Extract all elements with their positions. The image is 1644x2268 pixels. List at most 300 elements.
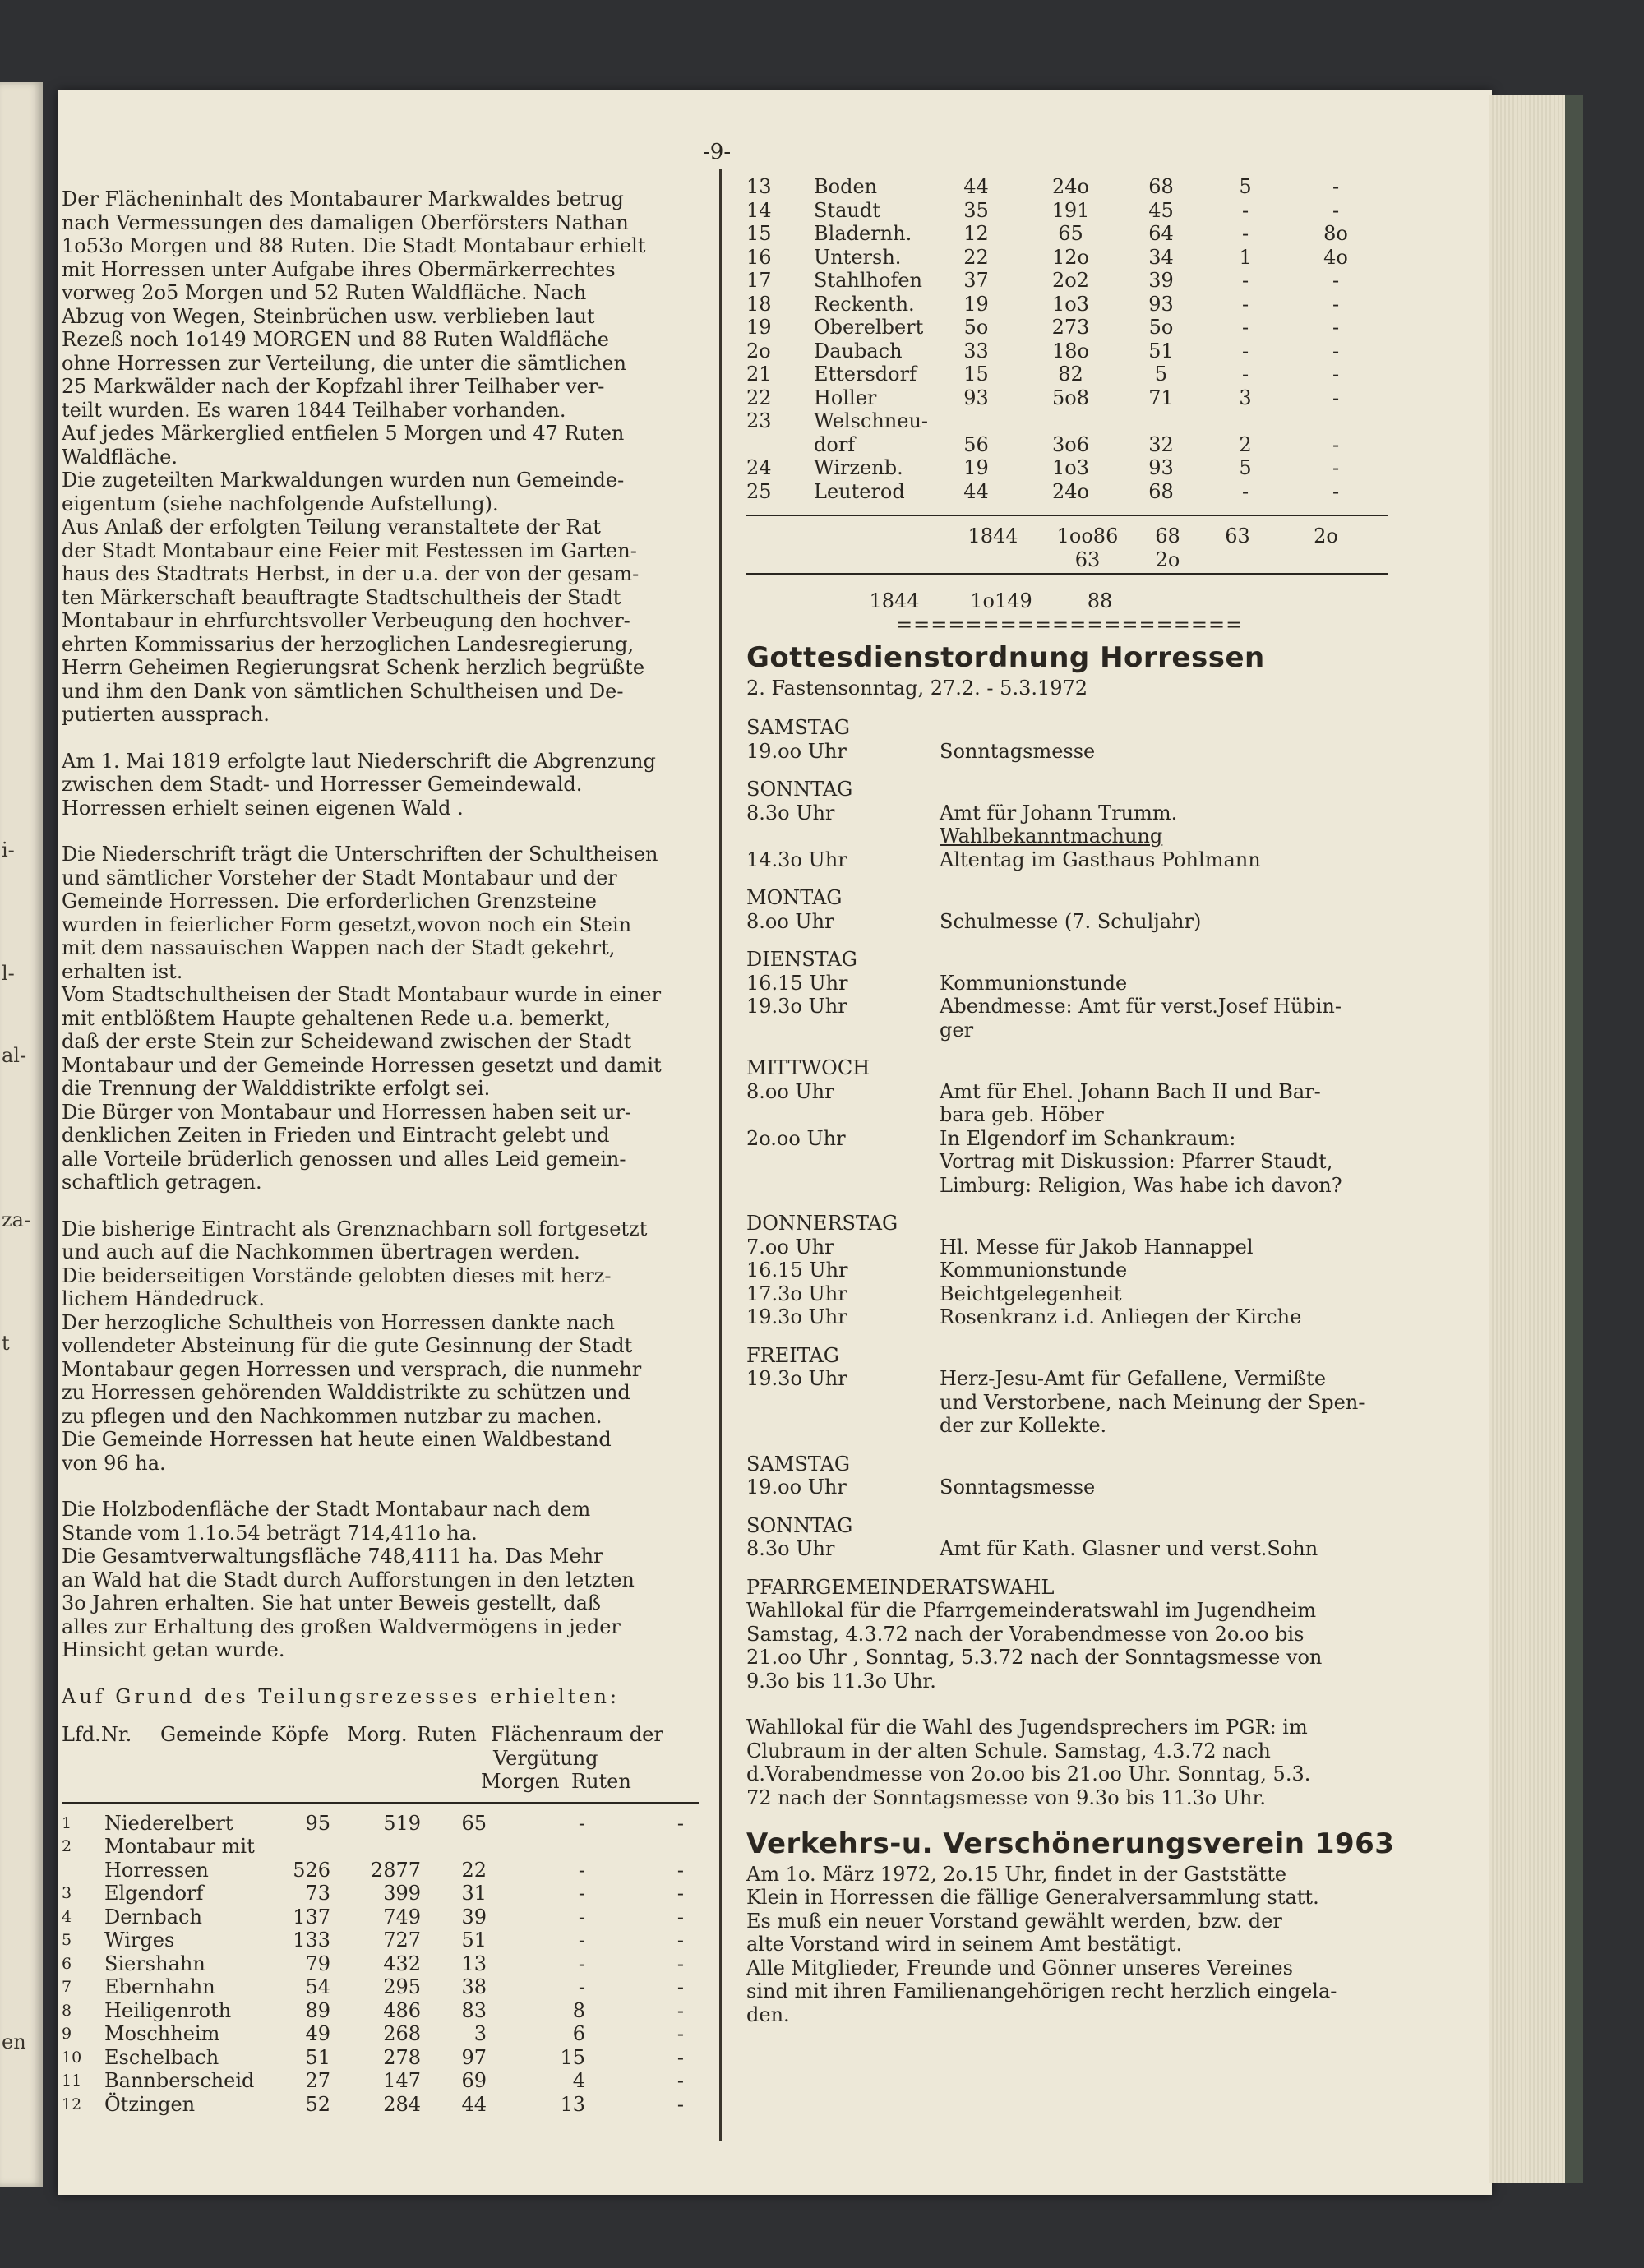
table-cell-v2	[1286, 409, 1385, 433]
table-cell-m: 65	[1058, 222, 1083, 245]
table-cell-r: 45	[1148, 198, 1174, 222]
text-line: schaftlich getragen.	[62, 1171, 262, 1194]
table-cell-k: 44	[963, 479, 989, 503]
table-cell-name: Untersh.	[814, 245, 902, 269]
text-line: Montabaur gegen Horressen und versprach, die nunmehr	[62, 1357, 642, 1381]
service-entry	[746, 1476, 1404, 1499]
text-line: lichem Händedruck.	[62, 1287, 266, 1310]
service-entry	[746, 1103, 1404, 1127]
table-cell-v2: -	[1332, 175, 1340, 198]
table-cell-r: 5o	[1148, 316, 1174, 339]
day-name: DIENSTAG	[746, 948, 857, 971]
text-line: Auf jedes Märkerglied entfielen 5 Morgen und 47 Ruten	[62, 422, 625, 445]
text-line: mit Horressen unter Aufgabe ihres Obermärkerrechtes	[62, 257, 616, 281]
text-line: nach Vermessungen des damaligen Oberförsters Nathan	[62, 210, 629, 234]
table-cell-name: Boden	[814, 175, 878, 198]
entry-time	[746, 1414, 940, 1438]
edge-fragment: l-	[2, 962, 15, 985]
sum-rule-top	[746, 515, 1388, 516]
table-row	[746, 386, 1404, 410]
table-rule	[62, 1802, 699, 1804]
right-column	[746, 175, 1404, 2026]
table-cell-r: 64	[1148, 222, 1174, 245]
table-cell-v1: 2	[1239, 432, 1252, 456]
table-cell-v1: -	[1241, 222, 1249, 245]
table-cell-k: 19	[963, 456, 989, 479]
table-cell-name: Holler	[814, 386, 877, 409]
table-row	[62, 2093, 711, 2117]
table-cell-v2: -	[1332, 479, 1340, 503]
text-line: Rezeß noch 1o149 MORGEN und 88 Ruten Waldfläche	[62, 328, 609, 351]
table-cell-r: 5	[1154, 363, 1168, 386]
sum-row-2	[746, 548, 1404, 572]
table-cell-v2: 8o	[1323, 222, 1348, 245]
text-line: Die Niederschrift trägt die Unterschriften der Schultheisen	[62, 843, 658, 866]
table-cell-r: 38	[461, 1975, 487, 1998]
jugend-line: Wahllokal für die Wahl des Jugendsprechers im PGR: im	[746, 1716, 1308, 1739]
entry-time: 19.3o Uhr	[746, 1305, 847, 1328]
header-morg: Morg.	[347, 1723, 408, 1746]
table-cell-k: 51	[305, 2045, 330, 2069]
entry-description: ger	[940, 1018, 974, 1042]
text-line: Waldfläche.	[62, 445, 178, 469]
table-cell-r	[1118, 409, 1204, 433]
table-cell-m: 2o2	[1052, 269, 1089, 292]
left-column	[62, 187, 711, 2116]
header-ruten: Ruten	[417, 1723, 477, 1746]
table-cell-k: 37	[963, 269, 989, 292]
day-name: DONNERSTAG	[746, 1212, 898, 1235]
table-row	[62, 1859, 711, 1882]
day-name: MITTWOCH	[746, 1056, 870, 1079]
table-cell-nr: 2	[62, 1837, 72, 1855]
entry-description: Sonntagsmesse	[940, 739, 1096, 763]
service-entry	[746, 1282, 1404, 1306]
table-cell-m: 273	[1051, 316, 1090, 339]
verein-text	[746, 1863, 1404, 2027]
text-line: wurden in feierlicher Form gesetzt,wovon noch ein Stein	[62, 912, 632, 936]
table-cell-v1: 15	[560, 2045, 585, 2069]
text-line: Die Gesamtverwaltungsfläche 748,4111 ha. Das Mehr	[62, 1545, 603, 1568]
text-line: 1o53o Morgen und 88 Ruten. Die Stadt Montabaur erhielt	[62, 234, 646, 257]
text-line: Gemeinde Horressen. Die erforderlichen Grenzsteine	[62, 889, 597, 912]
verein-line: Klein in Horressen die fällige Generalversammlung statt.	[746, 1886, 1319, 1909]
table-cell-nr	[62, 1859, 104, 1882]
table-cell-v1: -	[578, 1811, 585, 1835]
table-cell-v1: -	[1241, 339, 1249, 363]
service-entry	[746, 1174, 1404, 1198]
teilung-table-right	[746, 175, 1404, 503]
table-cell-m: 12o	[1052, 245, 1089, 269]
paragraph	[62, 1498, 711, 1662]
entry-description: Kommunionstunde	[940, 971, 1128, 995]
service-entry	[746, 1019, 1404, 1042]
edge-fragment: za-	[2, 1208, 31, 1231]
service-entry	[746, 910, 1404, 934]
table-cell-r: 39	[461, 1905, 487, 1928]
table-cell-v2: -	[1332, 292, 1340, 316]
sum-koepfe: 1844	[967, 524, 1018, 547]
page-number: -9-	[703, 140, 732, 164]
table-cell-m: 432	[383, 1952, 421, 1975]
table-row	[746, 480, 1404, 504]
table-row	[746, 316, 1404, 340]
table-cell-k: 73	[305, 1882, 330, 1905]
text-line: der Stadt Montabaur eine Feier mit Festessen im Garten-	[62, 538, 637, 562]
text-line: 3o Jahren erhalten. Sie hat unter Beweis gestellt, daß	[62, 1591, 601, 1614]
text-line: Am 1. Mai 1819 erfolgte laut Niederschrift die Abgrenzung	[62, 749, 656, 773]
table-cell-k: 52	[305, 2092, 330, 2116]
text-line: Die Bürger von Montabaur und Horressen haben seit ur-	[62, 1100, 632, 1124]
table-cell-m: 24o	[1052, 479, 1089, 503]
table-cell-r: 32	[1148, 432, 1174, 456]
table-cell-nr: 13	[746, 175, 772, 198]
table-cell-v2: -	[1332, 269, 1340, 292]
header-ruten2: Ruten	[571, 1770, 631, 1793]
table-cell-name: Montabaur mit	[104, 1835, 255, 1858]
table-cell-name: Eschelbach	[104, 2045, 219, 2069]
entry-description: Amt für Johann Trumm.	[940, 801, 1178, 825]
text-line: Horressen erhielt seinen eigenen Wald .	[62, 796, 464, 820]
entry-time	[746, 1391, 940, 1415]
service-schedule	[746, 716, 1404, 1561]
verein-title: Verkehrs-u. Verschönerungsverein 1963	[746, 1827, 1395, 1860]
verein-line: sind mit ihren Familienangehörigen recht herzlich eingela-	[746, 1979, 1337, 2002]
jugend-line: d.Vorabendmesse von 2o.oo bis 21.oo Uhr. Sonntag, 5.3.	[746, 1762, 1311, 1785]
table-cell-r: 13	[461, 1952, 487, 1975]
table-cell-v1: -	[578, 1975, 585, 1998]
text-line: Der Flächeninhalt des Montabaurer Markwaldes betrug	[62, 187, 624, 210]
table-cell-r: 83	[461, 1998, 487, 2022]
table-cell-v1: 6	[572, 2022, 585, 2045]
service-entry	[746, 1391, 1404, 1415]
table-row	[746, 246, 1404, 270]
entry-time: 16.15 Uhr	[746, 1259, 848, 1282]
sum-rule-bottom	[746, 573, 1388, 575]
table-cell-v2: -	[1332, 316, 1340, 339]
service-entry	[746, 1127, 1404, 1151]
pgr-line: Samstag, 4.3.72 nach der Vorabendmesse von 2o.oo bis	[746, 1622, 1305, 1646]
text-line: daß der erste Stein zur Scheidewand zwischen der Stadt	[62, 1030, 632, 1053]
verein-line: Es muß ein neuer Vorstand gewählt werden, bzw. der	[746, 1909, 1282, 1933]
table-row	[62, 1882, 711, 1905]
book-spine	[1565, 95, 1583, 2183]
table-cell-m: 2877	[370, 1858, 421, 1882]
table-cell-r: 93	[1148, 292, 1174, 316]
table-cell-k: 35	[963, 198, 989, 222]
table-cell-name: Horressen	[104, 1858, 209, 1882]
table-cell-name: Moschheim	[104, 2022, 220, 2045]
service-entry	[746, 825, 1404, 848]
table-cell-v1: -	[1241, 292, 1249, 316]
jugend-line: 72 nach der Sonntagsmesse von 9.3o bis 11.3o Uhr.	[746, 1785, 1266, 1809]
entry-time: 19.3o Uhr	[746, 1367, 847, 1390]
table-cell-name: Wirzenb.	[814, 456, 903, 479]
text-line: mit entblößtem Haupte gehaltenen Rede u.a. bemerkt,	[62, 1006, 611, 1030]
table-cell-nr: 18	[746, 292, 772, 316]
table-cell-r: 31	[461, 1882, 487, 1905]
text-line: und ihm den Dank von sämtlichen Schultheisen und De-	[62, 679, 624, 703]
text-line: alles zur Erhaltung des großen Waldvermögens in jeder	[62, 1614, 621, 1638]
text-line: ohne Horressen zur Verteilung, die unter die sämtlichen	[62, 351, 626, 375]
table-cell-k: 19	[963, 292, 989, 316]
table-cell-v2: -	[677, 2045, 684, 2069]
table-cell-r: 71	[1148, 386, 1174, 409]
text-line: teilt wurden. Es waren 1844 Teilhaber vorhanden.	[62, 398, 566, 422]
table-cell-k	[929, 409, 1023, 433]
entry-description: In Elgendorf im Schankraum:	[940, 1126, 1236, 1150]
table-cell-nr: 1	[62, 1813, 72, 1832]
edge-fragment: i-	[2, 838, 15, 861]
entry-description: Hl. Messe für Jakob Hannappel	[940, 1235, 1254, 1259]
table-cell-k: 93	[963, 386, 989, 409]
header-sub	[62, 1770, 711, 1794]
entry-description: Abendmesse: Amt für verst.Josef Hübin-	[940, 995, 1342, 1018]
text-line: Die zugeteilten Markwaldungen wurden nun Gemeinde-	[62, 469, 625, 492]
double-underline: ====================	[896, 612, 1244, 636]
entry-description: bara geb. Höber	[940, 1103, 1104, 1126]
entry-time: 19.oo Uhr	[746, 739, 847, 763]
verein-line: Alle Mitglieder, Freunde und Gönner unseres Vereines	[746, 1956, 1293, 1979]
table-cell-nr: 3	[62, 1884, 72, 1902]
entry-description: Amt für Kath. Glasner und verst.Sohn	[940, 1537, 1318, 1560]
header-verguetung: Vergütung	[493, 1746, 598, 1770]
entry-description: der zur Kollekte.	[940, 1414, 1107, 1437]
table-cell-v2: 4o	[1323, 245, 1348, 269]
table-cell-v1: -	[578, 1858, 585, 1882]
table-cell-v1: 5	[1239, 175, 1252, 198]
final-ruten: 88	[1087, 589, 1113, 612]
entry-time: 8.oo Uhr	[746, 1079, 834, 1103]
header-morgen: Morgen	[481, 1770, 560, 1793]
table-row	[746, 409, 1404, 433]
entry-time: 8.oo Uhr	[746, 909, 834, 933]
table-row	[62, 2069, 711, 2093]
day-name: MONTAG	[746, 886, 843, 909]
table-cell-m: 295	[383, 1975, 421, 1998]
table-cell-nr: 9	[62, 2025, 72, 2043]
service-entry	[746, 1305, 1404, 1329]
table-cell-v1: -	[1241, 316, 1249, 339]
text-line: und auch auf die Nachkommen übertragen werden.	[62, 1240, 580, 1263]
table-cell-v2: -	[677, 1811, 684, 1835]
entry-time	[746, 1019, 940, 1042]
table-cell-k: 44	[963, 175, 989, 198]
entry-description: Limburg: Religion, Was habe ich davon?	[940, 1173, 1342, 1197]
header-koepfe: Köpfe	[271, 1723, 330, 1746]
table-cell-name: Bladernh.	[814, 222, 912, 245]
entry-time: 16.15 Uhr	[746, 971, 848, 995]
table-cell-nr: 4	[62, 1907, 72, 1926]
entry-description: Altentag im Gasthaus Pohlmann	[940, 848, 1261, 871]
table-cell-v2: -	[1332, 363, 1340, 386]
sum-v-morgen: 63	[1225, 524, 1250, 547]
text-line: alle Vorteile brüderlich genossen und alles Leid gemein-	[62, 1147, 626, 1171]
final-sum-row	[746, 589, 1404, 613]
text-line: 25 Markwälder nach der Kopfzahl ihrer Teilhaber ver-	[62, 375, 605, 398]
final-morgen: 1o149	[970, 589, 1032, 612]
service-day	[746, 948, 1404, 1042]
table-cell-nr: 15	[746, 222, 772, 245]
table-cell-v2: -	[1332, 198, 1340, 222]
day-name: SONNTAG	[746, 778, 853, 801]
entry-time: 2o.oo Uhr	[746, 1126, 846, 1150]
table-cell-nr: 5	[62, 1931, 72, 1949]
table-cell-k: 54	[305, 1975, 330, 1998]
entry-time	[746, 825, 940, 848]
table-cell-r: 65	[461, 1811, 487, 1835]
text-line: Die beiderseitigen Vorstände gelobten dieses mit herz-	[62, 1263, 612, 1287]
table-cell-k: 27	[305, 2069, 330, 2092]
table-row	[62, 1975, 711, 1999]
entry-description: und Verstorbene, nach Meinung der Spen-	[940, 1390, 1365, 1414]
service-day	[746, 1056, 1404, 1197]
table-cell-name: Dernbach	[104, 1905, 202, 1928]
sum-morgen: 1oo86	[1056, 524, 1119, 547]
day-name: SAMSTAG	[746, 716, 850, 739]
table-cell-nr: 12	[62, 2095, 82, 2113]
text-line: zwischen dem Stadt- und Horresser Gemeindewald.	[62, 773, 583, 796]
table-cell-v1: -	[578, 1905, 585, 1928]
text-line: zu pflegen und den Nachkommen nutzbar zu machen.	[62, 1404, 603, 1428]
table-row	[746, 222, 1404, 246]
book-page-stack	[1489, 95, 1571, 2183]
service-entry	[746, 1537, 1404, 1561]
table-header	[62, 1723, 711, 1747]
table-row	[62, 2022, 711, 2046]
text-line: ehrten Kommissarius der herzoglichen Landesregierung,	[62, 632, 635, 656]
table-cell-m: 82	[1058, 363, 1083, 386]
text-line: ten Märkerschaft beauftragte Stadtschultheis der Stadt	[62, 585, 621, 609]
text-line: Hinsicht getan wurde.	[62, 1638, 285, 1661]
table-cell-v1: 1	[1239, 245, 1252, 269]
table-cell-v2: -	[677, 2069, 684, 2092]
service-entry	[746, 972, 1404, 995]
table-cell-r	[421, 1835, 487, 1859]
table-cell-r: 68	[1148, 175, 1174, 198]
table-cell-v1: -	[1241, 269, 1249, 292]
text-line: putierten aussprach.	[62, 703, 270, 726]
table-row	[746, 456, 1404, 480]
text-line: und sämtlicher Vorsteher der Stadt Montabaur und der	[62, 866, 617, 889]
verein-line: alte Vorstand wird in seinem Amt bestätigt.	[746, 1933, 1183, 1956]
table-cell-name: Ötzingen	[104, 2092, 196, 2116]
service-day	[746, 1514, 1404, 1561]
text-line: vollendeter Absteinung für die gute Gesinnung der Stadt	[62, 1334, 633, 1357]
pgr-line: 21.oo Uhr , Sonntag, 5.3.72 nach der Sonntagsmesse von	[746, 1646, 1323, 1669]
table-cell-v2: -	[677, 1952, 684, 1975]
day-name: SAMSTAG	[746, 1452, 850, 1476]
table-cell-nr: 16	[746, 245, 772, 269]
table-cell-r: 39	[1148, 269, 1174, 292]
table-cell-v1: 3	[1239, 386, 1252, 409]
service-entry	[746, 1080, 1404, 1104]
paragraph	[62, 843, 711, 1194]
facing-page-edge	[0, 82, 43, 2187]
service-entry	[746, 801, 1404, 825]
text-line: Der herzogliche Schultheis von Horressen dankte nach	[62, 1310, 615, 1334]
table-cell-name: Niederelbert	[104, 1811, 233, 1835]
table-intro: Auf Grund des Teilungsrezesses erhielten:	[62, 1684, 621, 1708]
table-cell-name: Oberelbert	[814, 316, 924, 339]
table-cell-name: Bannberscheid	[104, 2069, 255, 2092]
table-cell-k: 49	[305, 2022, 330, 2045]
table-cell-name: Heiligenroth	[104, 1998, 232, 2022]
entry-time	[746, 1150, 940, 1174]
table-cell-nr: 23	[746, 409, 772, 432]
text-line: Stande vom 1.1o.54 beträgt 714,411o ha.	[62, 1521, 478, 1545]
final-koepfe: 1844	[869, 589, 920, 612]
table-cell-nr: 2o	[746, 339, 771, 363]
service-entry	[746, 1236, 1404, 1259]
table-cell-v2: -	[1332, 456, 1340, 479]
table-cell-m: 1o3	[1052, 456, 1089, 479]
table-cell-k: 95	[305, 1811, 330, 1835]
table-cell-v1	[487, 1835, 585, 1859]
service-day	[746, 1212, 1404, 1329]
table-cell-r: 44	[461, 2092, 487, 2116]
table-row	[746, 340, 1404, 363]
table-cell-m: 5o8	[1052, 386, 1089, 409]
sum-v-ruten: 2o	[1314, 524, 1338, 547]
table-cell-r: 93	[1148, 456, 1174, 479]
entry-description: Wahlbekanntmachung	[940, 825, 1163, 848]
table-cell-m: 519	[383, 1811, 421, 1835]
table-cell-m	[330, 1835, 421, 1859]
column-divider	[719, 169, 722, 2141]
edge-fragment: t	[2, 1332, 10, 1355]
edge-fragment: al-	[2, 1044, 27, 1067]
text-line: denklichen Zeiten in Frieden und Eintracht gelebt und	[62, 1124, 610, 1147]
paragraph	[62, 1217, 711, 1476]
table-row	[62, 1835, 711, 1859]
table-cell-m	[1023, 409, 1118, 433]
sum-ruten: 68	[1155, 524, 1180, 547]
table-cell-nr: 7	[62, 1978, 72, 1996]
table-cell-v1: -	[578, 1952, 585, 1975]
table-cell-v1: 4	[572, 2069, 585, 2092]
text-line: Montabaur und der Gemeinde Horressen gesetzt und damit	[62, 1053, 662, 1077]
table-cell-name: Siershahn	[104, 1952, 206, 1975]
table-cell-nr: 19	[746, 316, 772, 339]
table-cell-nr: 6	[62, 1954, 72, 1973]
service-day	[746, 1344, 1404, 1438]
verein-line: den.	[746, 2002, 790, 2026]
table-cell-m: 486	[383, 1998, 421, 2022]
table-cell-r: 97	[461, 2045, 487, 2069]
table-cell-m: 1o3	[1052, 292, 1089, 316]
table-cell-v2: -	[677, 1998, 684, 2022]
table-cell-m: 24o	[1052, 175, 1089, 198]
teilung-table-left	[62, 1812, 711, 2117]
text-line: vorweg 2o5 Morgen und 52 Ruten Waldfläche. Nach	[62, 281, 587, 304]
table-cell-nr	[746, 433, 814, 457]
table-cell-m: 147	[383, 2069, 421, 2092]
entry-description: Schulmesse (7. Schuljahr)	[940, 909, 1202, 933]
text-line: Aus Anlaß der erfolgten Teilung veranstaltete der Rat	[62, 515, 601, 538]
table-cell-nr: 10	[62, 2048, 82, 2067]
table-cell-r: 68	[1148, 479, 1174, 503]
table-cell-m: 18o	[1052, 339, 1089, 363]
paragraph	[62, 750, 711, 820]
table-row	[746, 433, 1404, 457]
entry-description: Sonntagsmesse	[940, 1476, 1096, 1499]
table-cell-k: 12	[963, 222, 989, 245]
entry-time: 19.3o Uhr	[746, 995, 847, 1018]
table-cell-nr: 25	[746, 479, 772, 503]
table-row	[746, 199, 1404, 223]
table-cell-name: Ettersdorf	[814, 363, 917, 386]
